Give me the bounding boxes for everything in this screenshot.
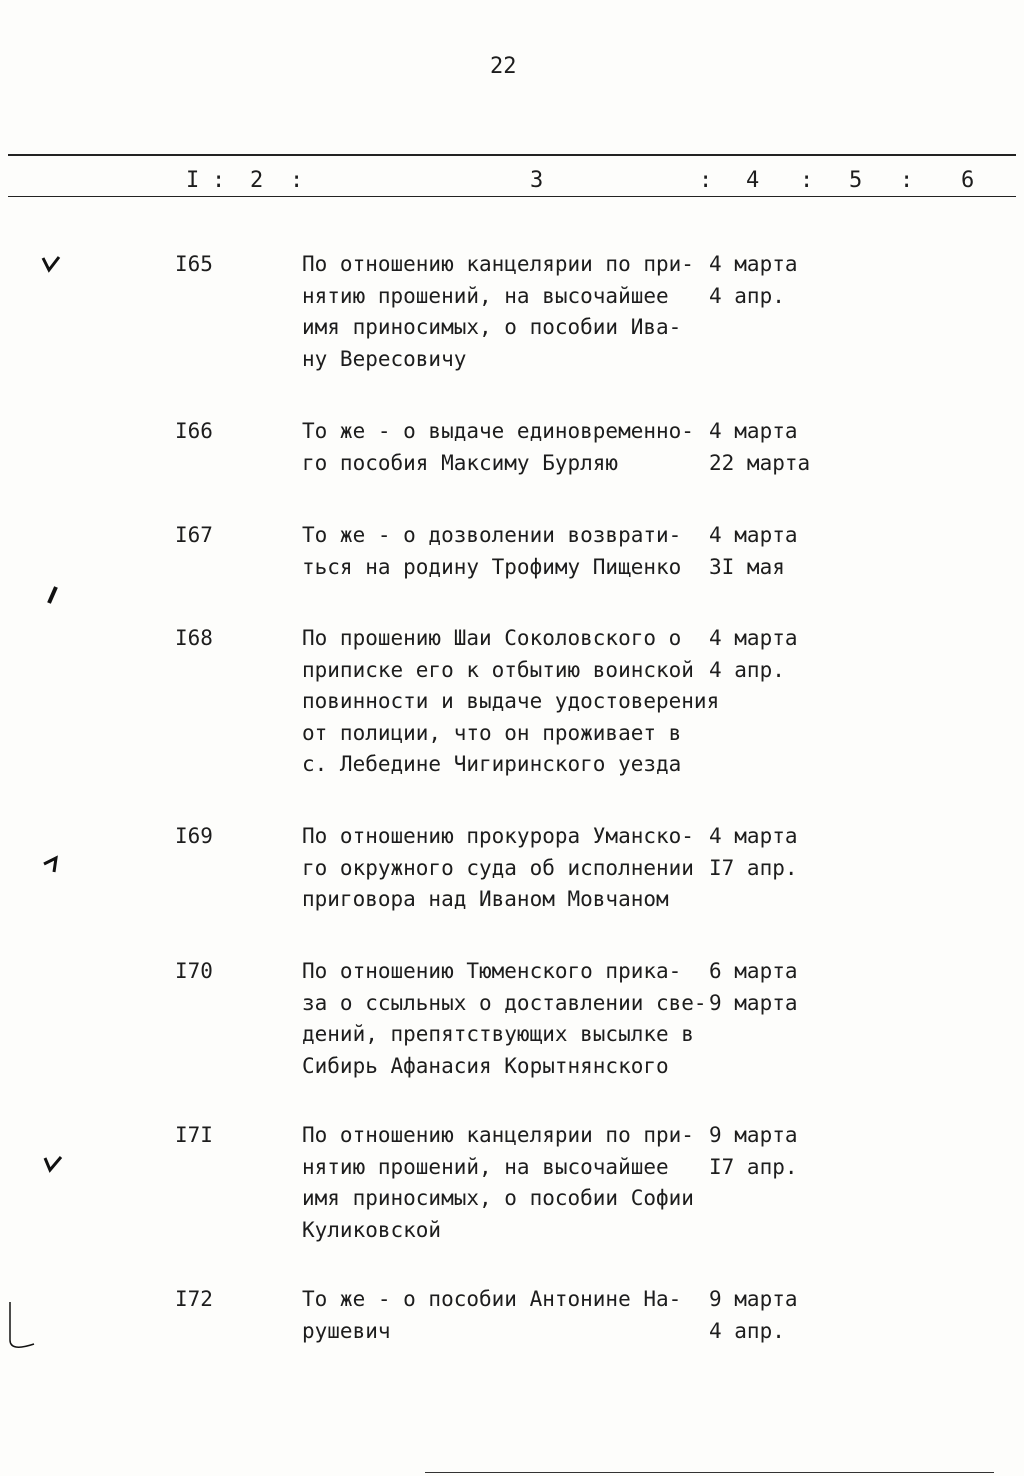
table-header-bottom-rule	[8, 196, 1016, 197]
description-line: приписке его к отбытию воинской	[302, 657, 694, 682]
description-line: ться на родину Трофиму Пищенко	[302, 554, 682, 579]
record-number: I67	[175, 523, 213, 547]
record-description	[302, 1284, 702, 1347]
column-separator: :	[290, 168, 304, 193]
margin-tick-icon	[42, 1152, 64, 1174]
description-line: По прошению Шаи Соколовского о	[302, 626, 682, 650]
description-line: за о ссыльных о доставлении све-	[302, 990, 707, 1015]
description-line: По отношению прокурора Уманско-	[302, 824, 694, 848]
end-date: 9 марта	[709, 990, 798, 1015]
column-header-1: I	[186, 168, 200, 193]
description-line: приговора над Иваном Мовчаном	[302, 887, 669, 911]
description-line: Сибирь Афанасия Корытнянского	[302, 1053, 669, 1078]
record-number: I69	[175, 824, 213, 848]
end-date: 3I мая	[709, 554, 785, 579]
column-header-3: 3	[530, 168, 544, 193]
record-dates	[709, 249, 798, 312]
description-line: от полиции, что он проживает в	[302, 720, 682, 745]
end-date: I7 апр.	[709, 855, 798, 880]
record-dates	[709, 956, 798, 1019]
description-line: имя приносимых, о пособии Софии	[302, 1186, 694, 1210]
record-description	[302, 956, 707, 1082]
column-separator: :	[699, 168, 713, 193]
description-line: По отношению канцелярии по при-	[302, 1123, 694, 1147]
description-line: То же - о дозволении возврати-	[302, 523, 682, 547]
start-date: 4 марта	[709, 419, 798, 443]
column-separator: :	[212, 168, 226, 193]
record-description	[302, 249, 702, 375]
margin-tick-icon	[40, 254, 62, 274]
end-date: 4 апр.	[709, 283, 785, 308]
column-separator: :	[800, 168, 814, 193]
end-date: 22 марта	[709, 450, 811, 475]
description-line: дений, препятствующих высылке в	[302, 1022, 694, 1046]
record-dates	[709, 1120, 798, 1183]
record-description	[302, 821, 702, 916]
end-date: 4 апр.	[709, 1318, 785, 1343]
margin-tick-icon	[44, 585, 62, 605]
page-number: 22	[490, 54, 517, 79]
column-header-6: 6	[961, 168, 975, 193]
record-number: I7I	[175, 1123, 213, 1147]
start-date: 4 марта	[709, 626, 798, 650]
start-date: 4 марта	[709, 523, 798, 547]
description-line: го окружного суда об исполнении	[302, 855, 694, 880]
record-dates	[709, 623, 798, 686]
record-number: I66	[175, 419, 213, 443]
column-header-2: 2	[250, 168, 264, 193]
record-dates	[709, 821, 798, 884]
record-number: I68	[175, 626, 213, 650]
description-line: рушевич	[302, 1318, 391, 1343]
description-line: го пособия Максиму Бурляю	[302, 450, 619, 475]
record-description	[302, 416, 702, 479]
record-dates	[709, 416, 810, 479]
description-line: с. Лебедине Чигиринского уезда	[302, 752, 682, 776]
end-date: 4 апр.	[709, 657, 785, 682]
description-line: имя приносимых, о пособии Ива-	[302, 315, 682, 339]
description-line: То же - о выдаче единовременно-	[302, 419, 694, 443]
description-line: ну Вересовичу	[302, 346, 467, 371]
start-date: 9 марта	[709, 1123, 798, 1147]
column-header-4: 4	[746, 168, 760, 193]
column-separator: :	[900, 168, 914, 193]
record-number: I70	[175, 959, 213, 983]
record-number: I65	[175, 252, 213, 276]
description-line: То же - о пособии Антонине На-	[302, 1287, 682, 1311]
start-date: 9 марта	[709, 1287, 798, 1311]
start-date: 6 марта	[709, 959, 798, 983]
margin-bracket-icon	[4, 1300, 40, 1360]
record-description	[302, 1120, 702, 1246]
description-line: повинности и выдаче удостоверения	[302, 689, 720, 713]
description-line: По отношению канцелярии по при-	[302, 252, 694, 276]
record-number: I72	[175, 1287, 213, 1311]
start-date: 4 марта	[709, 252, 798, 276]
start-date: 4 марта	[709, 824, 798, 848]
record-dates	[709, 1284, 798, 1347]
description-line: Куликовской	[302, 1217, 442, 1242]
page-bottom-rule	[425, 1472, 994, 1473]
description-line: нятию прошений, на высочайшее	[302, 283, 669, 308]
column-header-5: 5	[849, 168, 863, 193]
record-description	[302, 520, 702, 583]
description-line: нятию прошений, на высочайшее	[302, 1154, 669, 1179]
table-header-top-rule	[8, 154, 1016, 156]
description-line: По отношению Тюменского прика-	[302, 959, 682, 983]
record-description	[302, 623, 720, 781]
margin-tick-icon	[42, 852, 64, 874]
end-date: I7 апр.	[709, 1154, 798, 1179]
record-dates	[709, 520, 798, 583]
